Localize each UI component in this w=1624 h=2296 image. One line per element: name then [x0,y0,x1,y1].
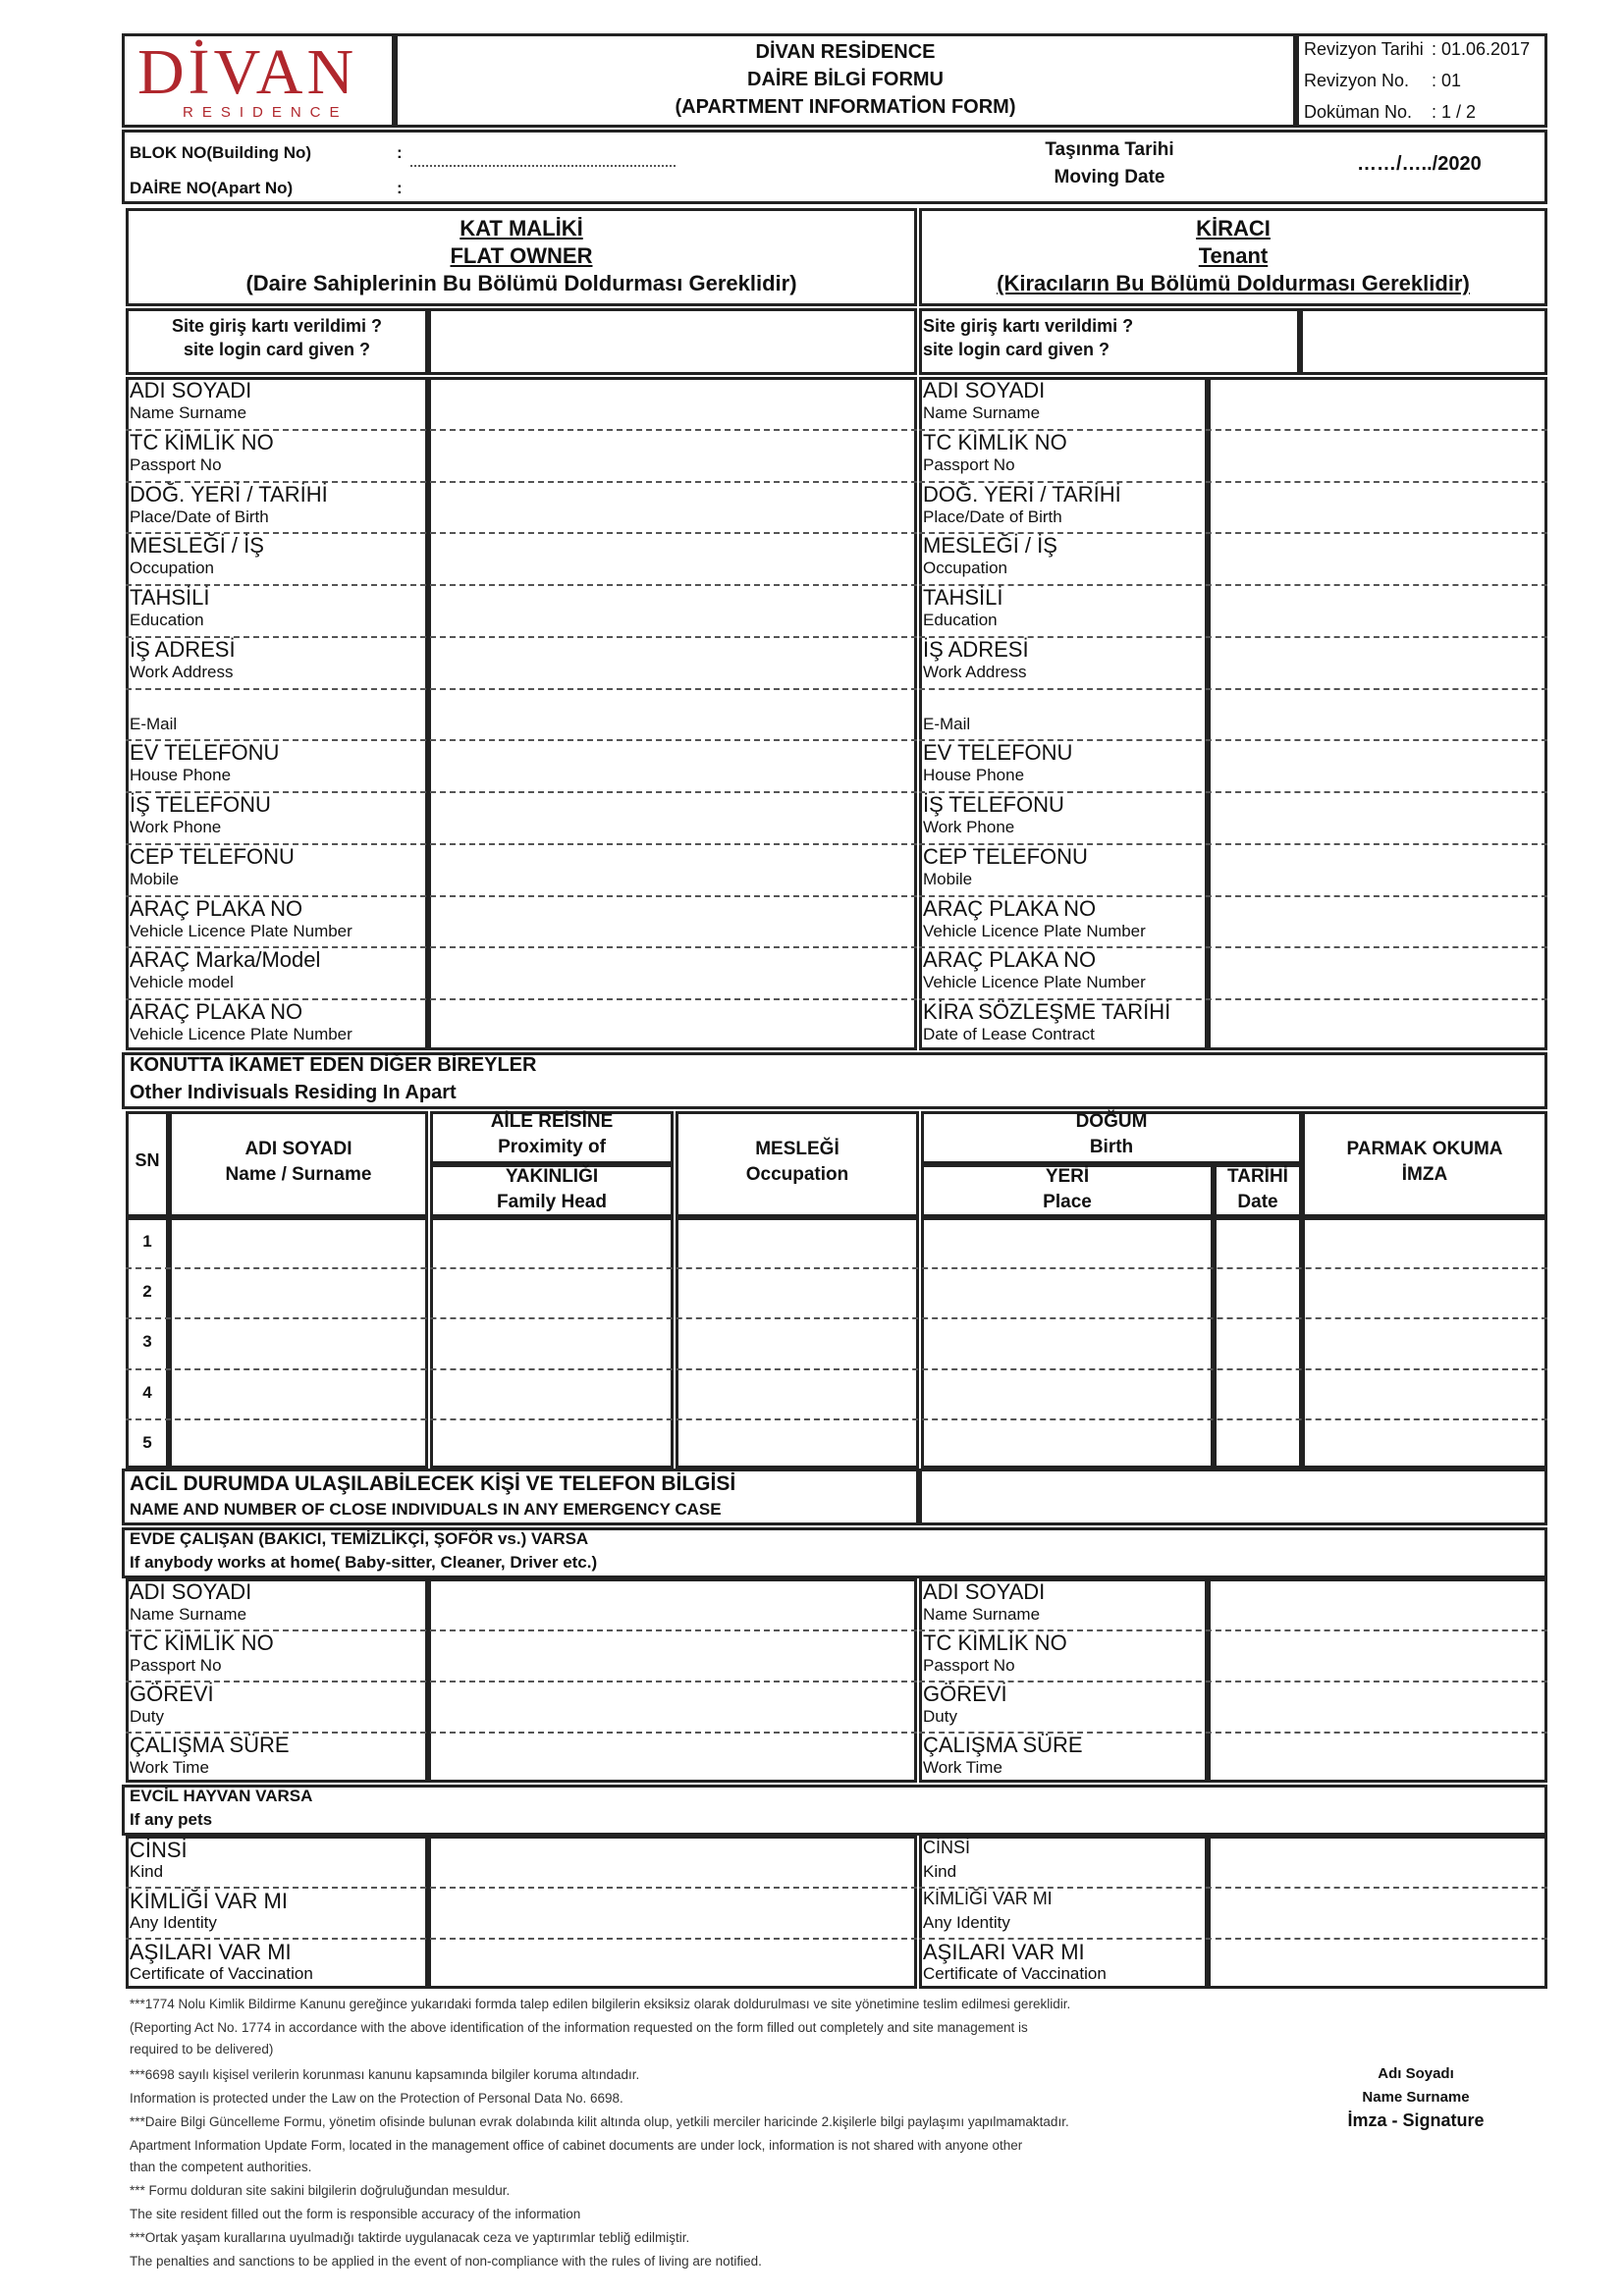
tenant-field-label-tr: KİRA SÖZLEŞME TARİHİ [923,999,1171,1025]
tenant-field-label-en: Name Surname [923,403,1041,422]
pet-label-tr: AŞILARI VAR MI [923,1940,1085,1964]
owner-field-label-tr: CEP TELEFONU [130,843,295,869]
tenant-field-label-en: House Phone [923,766,1025,785]
owner-field-label-tr: MESLEĞİ / İŞ [130,533,264,559]
owner-title-en: FLAT OWNER [450,243,593,268]
tenant-field-label-tr: ARAÇ PLAKA NO [923,895,1097,921]
workers-title-tr: EVDE ÇALIŞAN (BAKICI, TEMİZLİKÇİ, ŞOFÖR vs.) VARSA [130,1529,589,1548]
owner-field-label-en: Vehicle Licence Plate Number [130,1025,352,1044]
residents-name-column[interactable] [169,1217,428,1468]
owner-field-label-tr: DOĞ. YERİ / TARİHİ [130,481,328,507]
worker-label-tr: ADI SOYADI [130,1579,252,1604]
owner-field-label-en: Passport No [130,454,222,474]
owner-field-label-tr: TAHSİLİ [130,585,210,611]
building-info-box [122,130,1547,204]
tenant-login-answer-field[interactable] [1300,308,1547,375]
footnote-line: Information is protected under the Law on the Protection of Personal Data No. 6698. [130,2091,623,2106]
owner-field-label-tr: İŞ ADRESİ [130,636,236,662]
pets-left-value-column[interactable] [428,1836,917,1989]
pets-title-tr: EVCİL HAYVAN VARSA [130,1787,313,1805]
building-no-field[interactable] [410,165,676,167]
pets-title-box [122,1785,1547,1836]
worker-label-tr: GÖREVİ [923,1682,1007,1706]
pet-label-en: Kind [130,1862,164,1881]
worker-label-en: Duty [923,1707,957,1726]
pet-label-tr: KİMLİĞİ VAR MI [923,1889,1053,1908]
resident-row-number: 5 [142,1432,152,1452]
owner-instruction: (Daire Sahiplerinin Bu Bölümü Doldurması Gereklidir) [245,271,797,295]
footnote-line: Apartment Information Update Form, located in the management office of cabinet documents are under lock, information is not shared with anyone other [130,2138,1023,2153]
owner-login-answer-field[interactable] [428,308,917,375]
col-occupation-tr: MESLEĞİ [755,1139,839,1159]
tenant-field-label-tr: MESLEĞİ / İŞ [923,533,1057,559]
pet-label-tr: CİNSİ [923,1838,971,1857]
residents-signature-column[interactable] [1302,1217,1547,1468]
footnote-line: ***Daire Bilgi Güncelleme Formu, yönetim ofisinde bulunan evrak dolabında kilit altında olup, yetkili merciler haricinde 2.kişilerle bilgi paylaşımı yapılmamaktadır. [130,2114,1069,2129]
tenant-title-tr: KİRACI [1196,216,1271,240]
resident-row-number: 4 [142,1382,152,1402]
owner-field-label-tr: TC KİMLİK NO [130,429,274,454]
col-birth-tr: DOĞUM [1075,1111,1148,1132]
tenant-field-label-en: Place/Date of Birth [923,507,1062,526]
tenant-field-label-tr: İŞ ADRESİ [923,636,1029,662]
owner-field-row-separator [126,584,917,586]
owner-field-label-tr: ARAÇ PLAKA NO [130,999,303,1025]
tenant-field-label-en: Work Phone [923,818,1015,837]
col-date-en: Date [1237,1192,1278,1212]
worker-label-en: Name Surname [130,1605,247,1624]
worker-label-tr: TC KİMLİK NO [130,1630,274,1655]
pets-right-value-column[interactable] [1208,1836,1547,1989]
col-place-en: Place [1043,1192,1092,1212]
footnote-line: ***1774 Nolu Kimlik Bildirme Kanunu gereğince yukarıdaki formda talep edilen bilgilerin eksiksiz olarak doldurulması ve site yönetimine teslim edilmesi gereklidir. [130,1997,1071,2011]
revision-date-label: Revizyon Tarihi [1304,39,1424,59]
owner-field-label-en: House Phone [130,766,232,785]
col-occupation-en: Occupation [745,1164,849,1185]
col-date-tr: TARİHİ [1227,1166,1288,1187]
owner-field-label-en: Name Surname [130,403,247,422]
col-birth-en: Birth [1089,1137,1134,1157]
col-name-tr: ADI SOYADI [244,1139,352,1159]
owner-field-label-en: Work Address [130,662,234,681]
pet-label-en: Any Identity [923,1913,1010,1932]
pet-label-tr: CİNSİ [130,1838,188,1862]
tenant-field-label-en: Vehicle Licence Plate Number [923,973,1146,992]
owner-field-label-en: Work Phone [130,818,222,837]
apartment-no-label: DAİRE NO(Apart No) [130,179,294,197]
tenant-field-label-tr: TAHSİLİ [923,585,1003,611]
building-no-colon: : [397,143,403,162]
col-name-en: Name / Surname [225,1164,372,1185]
residents-proximity-column[interactable] [430,1217,674,1468]
col-proximity-en: Proximity of [498,1137,606,1157]
footnote-line: *** Formu dolduran site sakini bilgilerin doğruluğundan mesuldur. [130,2183,511,2198]
resident-row-separator [126,1368,1547,1370]
footnote-line: ***6698 sayılı kişisel verilerin korunması kanunu kapsamında bilgiler koruma altındadır. [130,2067,640,2082]
resident-row-number: 3 [142,1332,152,1352]
residents-title-tr: KONUTTA İKAMET EDEN DİĞER BİREYLER [130,1054,537,1076]
tenant-field-label-tr: CEP TELEFONU [923,843,1088,869]
owner-field-label-en: Mobile [130,869,180,888]
col-signature-tr: PARMAK OKUMA [1346,1139,1503,1159]
owner-field-label-tr: ADI SOYADI [130,378,252,402]
tenant-field-label-en: Work Address [923,662,1027,681]
signature-name-tr: Adı Soyadı [1378,2065,1454,2082]
title-line-1: DİVAN RESİDENCE [755,41,936,63]
tenant-fields-value-column[interactable] [1208,377,1547,1050]
pet-label-en: Any Identity [130,1913,217,1932]
tenant-field-label-tr: İŞ TELEFONU [923,792,1064,818]
tenant-field-label-en: E-Mail [923,714,971,733]
tenant-login-question-tr: Site giriş kartı verildimi ? [923,316,1134,336]
worker-label-en: Passport No [923,1656,1015,1675]
worker-row-separator [126,1681,917,1682]
col-kinship-tr: YAKINLIĞI [505,1166,599,1187]
emergency-title-tr: ACİL DURUMDA ULAŞILABİLECEK KİŞİ VE TELEFON BİLGİSİ [130,1472,736,1495]
tenant-field-label-en: Mobile [923,869,973,888]
revision-no-label: Revizyon No. [1304,71,1410,90]
owner-field-label-en: E-Mail [130,714,178,733]
owner-field-label-en: Vehicle model [130,973,234,992]
owner-field-label-tr: ARAÇ PLAKA NO [130,895,303,921]
owner-field-row-separator [126,636,917,638]
footnote-line: The site resident filled out the form is responsible accuracy of the information [130,2207,581,2221]
col-proximity-tr: AİLE REİSİNE [490,1111,614,1132]
tenant-title-en: Tenant [1198,243,1269,268]
pet-label-tr: AŞILARI VAR MI [130,1940,292,1964]
worker-label-tr: ÇALIŞMA SÜRE [130,1733,290,1757]
revision-no-value: : 01 [1432,71,1462,90]
emergency-title-en: NAME AND NUMBER OF CLOSE INDIVIDUALS IN ANY EMERGENCY CASE [130,1500,722,1519]
workers-title-en: If anybody works at home( Baby-sitter, Cleaner, Driver etc.) [130,1553,598,1572]
worker-label-tr: GÖREVİ [130,1682,214,1706]
tenant-field-label-en: Vehicle Licence Plate Number [923,921,1146,940]
worker-row-separator [919,1681,1547,1682]
owner-field-label-en: Place/Date of Birth [130,507,269,526]
owner-field-label-en: Education [130,611,204,630]
owner-field-row-separator [126,688,917,690]
resident-row-separator [126,1267,1547,1269]
moving-date-label-en: Moving Date [1054,167,1165,187]
tenant-field-label-tr: ARAÇ PLAKA NO [923,947,1097,973]
pet-label-en: Kind [923,1862,957,1881]
worker-label-tr: ADI SOYADI [923,1579,1046,1604]
owner-field-label-tr: İŞ TELEFONU [130,792,271,818]
residents-title-en: Other Indivisuals Residing In Apart [130,1082,457,1103]
owner-field-label-tr: ARAÇ Marka/Model [130,947,321,973]
tenant-field-label-tr: ADI SOYADI [923,378,1046,402]
tenant-field-label-tr: TC KİMLİK NO [923,429,1067,454]
worker-label-tr: ÇALIŞMA SÜRE [923,1733,1083,1757]
resident-row-number: 2 [142,1282,152,1302]
footnote-line: than the competent authorities. [130,2160,312,2174]
col-kinship-en: Family Head [497,1192,607,1212]
tenant-field-label-tr: DOĞ. YERİ / TARİHİ [923,481,1121,507]
moving-date-value[interactable]: ……/…../2020 [1357,153,1482,175]
resident-row-number: 1 [142,1232,152,1251]
owner-field-label-en: Vehicle Licence Plate Number [130,921,352,940]
col-signature-en: İMZA [1401,1164,1448,1185]
tenant-field-label-en: Occupation [923,559,1007,578]
apartment-no-colon: : [397,179,403,197]
resident-row-separator [126,1418,1547,1420]
owner-field-label-tr: EV TELEFONU [130,740,280,766]
worker-label-en: Passport No [130,1656,222,1675]
company-logo-subtitle: RESIDENCE [183,104,349,121]
owner-login-question-en: site login card given ? [183,340,371,359]
pet-label-en: Certificate of Vaccination [923,1964,1107,1983]
company-logo: DİVAN [137,36,358,108]
pets-title-en: If any pets [130,1810,213,1829]
emergency-contact-field[interactable] [919,1468,1547,1525]
owner-field-label-en: Occupation [130,559,214,578]
tenant-instruction: (Kiracıların Bu Bölümü Doldurması Gereklidir) [997,271,1470,295]
footnote-line: ***Ortak yaşam kurallarına uyulmadığı taktirde uygulanacak ceza ve yaptırımlar tebliğ edilmiştir. [130,2230,690,2245]
footnote-line: The penalties and sanctions to be applied in the event of non-compliance with the rules of living are notified. [130,2254,762,2269]
residents-date-column[interactable] [1214,1217,1302,1468]
residents-occupation-column[interactable] [676,1217,919,1468]
signature-label[interactable]: İmza - Signature [1347,2110,1485,2130]
col-place-tr: YERİ [1045,1166,1090,1187]
building-no-label: BLOK NO(Building No) [130,143,312,162]
document-no-value: : 1 / 2 [1432,102,1477,122]
resident-row-separator [126,1317,1547,1319]
document-no-label: Doküman No. [1304,102,1413,122]
worker-label-en: Work Time [130,1758,209,1777]
moving-date-label-tr: Taşınma Tarihi [1045,139,1174,160]
worker-label-tr: TC KİMLİK NO [923,1630,1067,1655]
tenant-field-label-tr: EV TELEFONU [923,740,1073,766]
owner-title-tr: KAT MALİKİ [460,216,583,240]
owner-login-question-tr: Site giriş kartı verildimi ? [171,316,383,336]
col-sn-label: SN [135,1150,160,1170]
pet-label-tr: KİMLİĞİ VAR MI [130,1889,288,1913]
residents-place-column[interactable] [921,1217,1214,1468]
tenant-field-label-en: Passport No [923,454,1015,474]
worker-label-en: Duty [130,1707,164,1726]
footnote-line: required to be delivered) [130,2042,274,2056]
footnote-line: (Reporting Act No. 1774 in accordance with the above identification of the information requested on the form filled out completely and site management is [130,2020,1028,2035]
worker-label-en: Work Time [923,1758,1002,1777]
pet-label-en: Certificate of Vaccination [130,1964,313,1983]
tenant-field-row-separator [919,688,1547,690]
revision-date-value: : 01.06.2017 [1432,39,1531,59]
title-line-2: DAİRE BİLGİ FORMU [747,69,944,90]
signature-name-en: Name Surname [1362,2089,1470,2106]
tenant-login-question-en: site login card given ? [923,340,1110,359]
tenant-field-label-en: Education [923,611,998,630]
tenant-field-label-en: Date of Lease Contract [923,1025,1095,1044]
title-line-3: (APARTMENT INFORMATİON FORM) [675,96,1016,118]
tenant-field-row-separator [919,584,1547,586]
worker-label-en: Name Surname [923,1605,1041,1624]
owner-fields-value-column[interactable] [428,377,917,1050]
